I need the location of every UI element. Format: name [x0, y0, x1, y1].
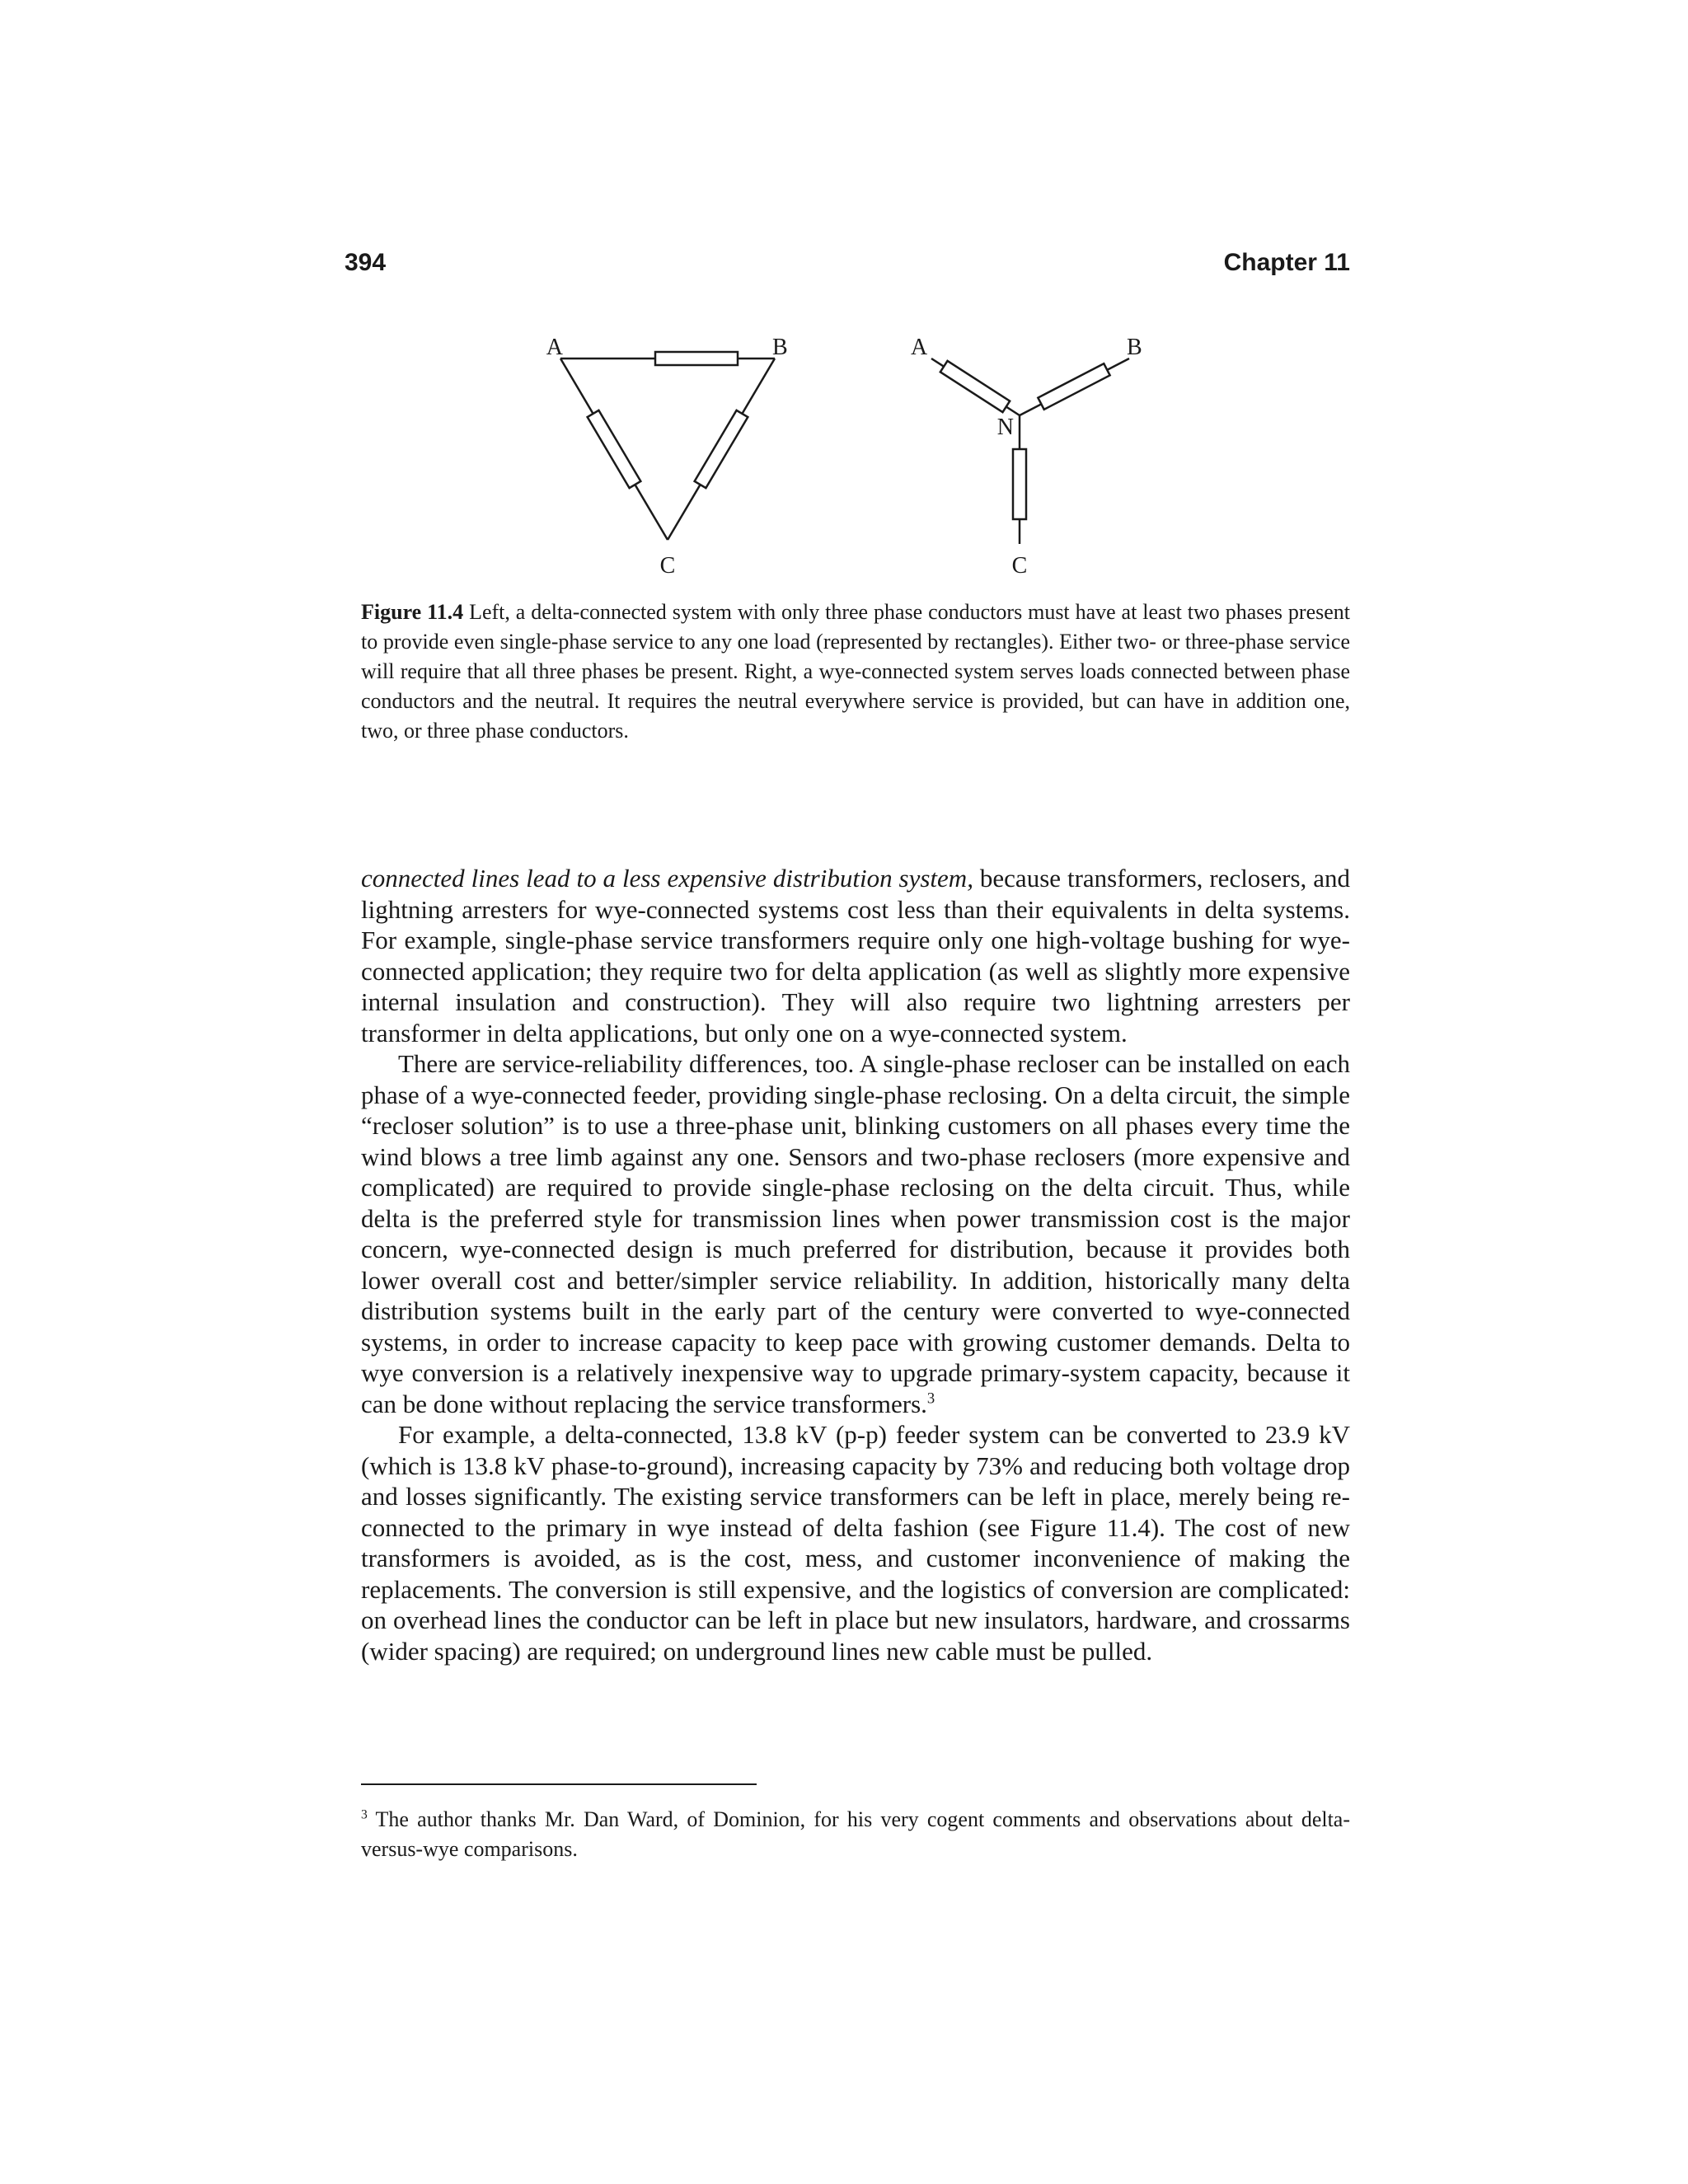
footnote	[361, 1805, 1350, 1864]
delta-load-ac	[588, 410, 641, 488]
footnote-divider	[361, 1783, 757, 1785]
page-header	[345, 249, 1350, 282]
wye-label-b: B	[1127, 335, 1142, 360]
wye-load-bn	[1038, 363, 1109, 410]
figure-label: Figure 11.4	[361, 600, 464, 624]
wye-load-an	[940, 361, 1010, 412]
delta-load-ab	[655, 352, 738, 365]
page-number: 394	[345, 249, 387, 276]
figure-caption	[361, 598, 1350, 746]
paragraph-2-text: There are service-reliability differences, too. A single-phase recloser can be installed on each phase of a wye-connected feeder, providing single-phase reclosing. On a delta circuit, the simple “recloser solution” is to use a three-phase unit, blinking customers on all phases every time the wind blows a tree limb against any one. Sensors and two-phase reclosers (more expensive and complicated) are required to provide single-phase reclosing on the delta circuit. Thus, while delta is the preferred style for transmission lines when power transmission cost is the major concern, wye-connected design is much preferred for distribution, because it provides both lower overall cost and better/simpler service reliability. In addition, historically many delta distribution systems built in the early part of the century were converted to wye-connected systems, in order to increase capacity to keep pace with growing customer demands. Delta to wye conversion is a relatively inexpensive way to upgrade primary-system capacity, because it can be done without replacing the service transformers.	[361, 1049, 1350, 1418]
paragraph-1-text: because transformers, reclosers, and lightning arresters for wye-connected systems cost less than their equivalents in delta systems. For example, single-phase service transformers require only one high-voltage bushing for wye-connected application; they require two for delta application (as well as slightly more expensive internal insulation and construction). They will also require two lightning arresters per transformer in delta applications, but only one on a wye-connected system.	[361, 864, 1350, 1047]
wye-diagram	[931, 359, 1129, 544]
paragraph-1	[361, 863, 1350, 1048]
wye-label-n: N	[996, 415, 1014, 440]
delta-label-c: C	[659, 553, 676, 579]
delta-diagram	[560, 352, 775, 540]
paragraph-1-italic: connected lines lead to a less expensive distribution system,	[361, 864, 973, 893]
paragraph-3: For example, a delta-connected, 13.8 kV (p-p) feeder system can be converted to 23.9 kV (which is 13.8 kV phase-to-ground), increasing capacity by 73% and reducing both voltage drop and losses significantly. The existing service transformers can be left in place, merely being re-connected to the primary in wye instead of delta fashion (see Figure 11.4). The cost of new transformers is avoided, as is the cost, mess, and customer inconvenience of making the replacements. The conversion is still expensive, and the logistics of conversion are complicated: on overhead lines the conductor can be left in place but new insulators, hardware, and crossarms (wider spacing) are required; on underground lines new cable must be pulled.	[361, 1420, 1350, 1666]
wye-label-a: A	[911, 335, 928, 360]
paragraph-2	[361, 1048, 1350, 1419]
footnote-mark: 3	[361, 1807, 368, 1822]
footnote-reference[interactable]: 3	[926, 1390, 935, 1408]
chapter-title: Chapter 11	[1223, 249, 1350, 276]
delta-load-bc	[695, 410, 748, 488]
delta-label-b: B	[772, 335, 788, 360]
body-text	[361, 863, 1350, 1666]
caption-text: Left, a delta-connected system with only three phase conductors must have at least two phases present to provide even single-phase service to any one load (represented by rectangles). Either two- or three-phase service will require that all three phases be present. Right, a wye-connected system serves loads connected between phase conductors and the neutral. It requires the neutral everywhere service is provided, but can have in addition one, two, or three phase conductors.	[361, 600, 1351, 743]
wye-load-cn	[1013, 449, 1026, 519]
footnote-text: The author thanks Mr. Dan Ward, of Dominion, for his very cogent comments and observations about delta-versus-wye comparisons.	[361, 1807, 1351, 1861]
wye-label-c: C	[1011, 553, 1028, 579]
delta-label-a: A	[546, 335, 563, 360]
figure-11-4-diagram	[528, 321, 1203, 610]
